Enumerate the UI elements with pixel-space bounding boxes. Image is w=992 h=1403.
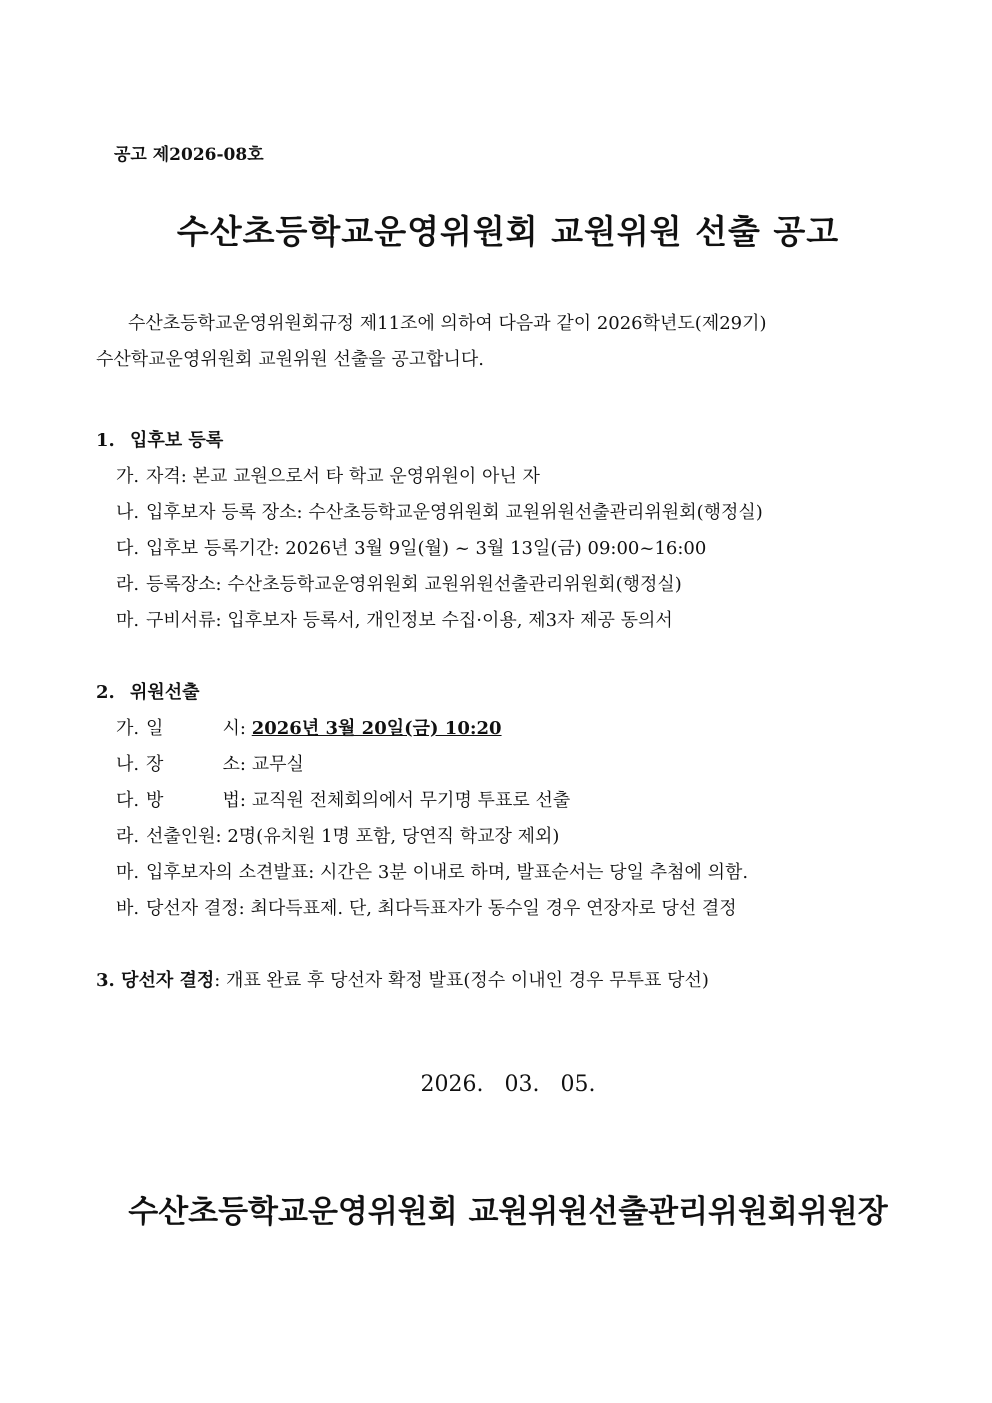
item-value: 교직원 전체회의에서 무기명 투표로 선출 bbox=[251, 790, 571, 811]
section-2-item bbox=[116, 858, 748, 884]
item-text: 입후보 등록기간: 2026년 3월 9일(월) ~ 3월 13일(금) 09:00~16:00 bbox=[146, 538, 707, 559]
signature-line: 수산초등학교운영위원회 교원위원선출관리위원회위원장 bbox=[128, 1194, 888, 1230]
section-1-item bbox=[116, 606, 673, 632]
intro-line-1: 수산초등학교운영위원회규정 제11조에 의하여 다음과 같이 2026학년도(제29기) bbox=[128, 313, 767, 334]
election-datetime: 2026년 3월 20일(금) 10:20 bbox=[251, 718, 502, 739]
section-2-item bbox=[116, 894, 737, 920]
intro-line-2: 수산학교운영위원회 교원위원 선출을 공고합니다. bbox=[96, 349, 485, 370]
section-2-item bbox=[116, 822, 559, 848]
section-2-title: 위원선출 bbox=[130, 682, 200, 703]
item-mark: 다. bbox=[116, 790, 140, 811]
item-label: 일 시: bbox=[146, 718, 246, 739]
item-mark: 나. bbox=[116, 502, 140, 523]
item-mark: 라. bbox=[116, 574, 140, 595]
section-1-number: 1. bbox=[96, 430, 115, 451]
item-text: 자격: 본교 교원으로서 타 학교 운영위원이 아닌 자 bbox=[146, 466, 540, 487]
notice-date: 2026. 03. 05. bbox=[420, 1072, 596, 1097]
item-label: 장 소: bbox=[146, 754, 246, 775]
section-2-item-method bbox=[116, 786, 570, 812]
item-label: 방 법: bbox=[146, 790, 246, 811]
item-text: 등록장소: 수산초등학교운영위원회 교원위원선출관리위원회(행정실) bbox=[146, 574, 682, 595]
section-3 bbox=[96, 966, 709, 992]
section-1-item bbox=[116, 534, 706, 560]
section-1-heading bbox=[96, 426, 223, 452]
item-mark: 나. bbox=[116, 754, 140, 775]
section-1-item bbox=[116, 570, 682, 596]
section-3-text: : 개표 완료 후 당선자 확정 발표(정수 이내인 경우 무투표 당선) bbox=[214, 970, 709, 991]
item-mark: 마. bbox=[116, 862, 140, 883]
item-text: 당선자 결정: 최다득표제. 단, 최다득표자가 동수일 경우 연장자로 당선 결정 bbox=[146, 898, 737, 919]
item-mark: 라. bbox=[116, 826, 140, 847]
section-1-title: 입후보 등록 bbox=[130, 430, 224, 451]
item-mark: 바. bbox=[116, 898, 140, 919]
section-2-item-place bbox=[116, 750, 304, 776]
item-mark: 다. bbox=[116, 538, 140, 559]
section-1-item bbox=[116, 462, 540, 488]
item-text: 구비서류: 입후보자 등록서, 개인정보 수집·이용, 제3자 제공 동의서 bbox=[146, 610, 673, 631]
item-text: 입후보자 등록 장소: 수산초등학교운영위원회 교원위원선출관리위원회(행정실) bbox=[146, 502, 763, 523]
item-text: 입후보자의 소견발표: 시간은 3분 이내로 하며, 발표순서는 당일 추첨에 의함. bbox=[146, 862, 749, 883]
section-3-heading: 3. 당선자 결정 bbox=[96, 970, 215, 991]
section-2-heading bbox=[96, 678, 200, 704]
item-mark: 가. bbox=[116, 466, 140, 487]
section-2-item-datetime bbox=[116, 714, 502, 740]
item-mark: 가. bbox=[116, 718, 140, 739]
document-title: 수산초등학교운영위원회 교원위원 선출 공고 bbox=[176, 212, 840, 251]
notice-number: 공고 제2026-08호 bbox=[114, 145, 264, 165]
item-mark: 마. bbox=[116, 610, 140, 631]
section-1-item bbox=[116, 498, 763, 524]
intro-paragraph bbox=[96, 306, 926, 378]
item-text: 선출인원: 2명(유치원 1명 포함, 당연직 학교장 제외) bbox=[146, 826, 560, 847]
item-value: 교무실 bbox=[251, 754, 304, 775]
section-2-number: 2. bbox=[96, 682, 115, 703]
